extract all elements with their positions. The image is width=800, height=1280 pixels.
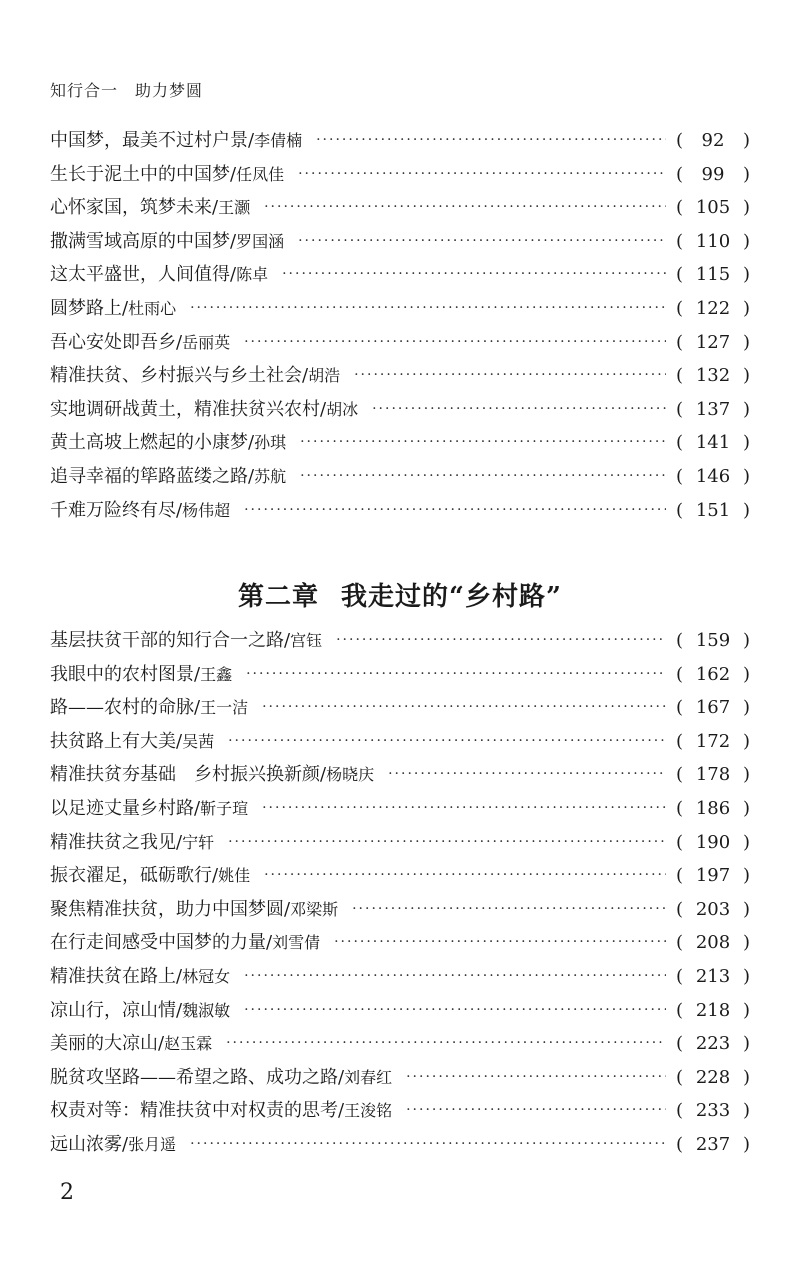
paren-open: ( — [676, 1100, 684, 1122]
entry-page — [676, 1128, 750, 1162]
page-ref: 127 — [695, 331, 731, 353]
paren-open: ( — [676, 197, 684, 219]
paren-close: ) — [742, 797, 750, 819]
toc-entry — [50, 658, 750, 692]
entry-title: 扶贫路上有大美/ — [50, 730, 183, 752]
paren-close: ) — [742, 663, 750, 685]
entry-title: 我眼中的农村图景/ — [50, 663, 201, 685]
paren-open: ( — [676, 730, 684, 752]
entry-page — [676, 994, 750, 1028]
page-ref: 92 — [701, 130, 725, 151]
toc-entry — [50, 326, 750, 360]
paren-close: ) — [742, 764, 750, 786]
entry-title: 中国梦，最美不过村户景/ — [50, 130, 255, 151]
entry-author: 李倩楠 — [254, 131, 303, 150]
entry-page — [676, 792, 750, 826]
paren-close: ) — [742, 697, 750, 719]
toc-entry — [50, 191, 750, 225]
dot-leader — [406, 1061, 666, 1095]
entry-author: 陈卓 — [236, 265, 269, 285]
page-ref: 99 — [701, 163, 725, 185]
page-ref: 203 — [695, 898, 731, 920]
entry-page — [676, 893, 750, 927]
entry-author: 杜雨心 — [128, 298, 177, 318]
chapter-label: 第二章 — [238, 582, 320, 612]
entry-page — [676, 960, 750, 994]
toc-entry — [50, 158, 750, 192]
entry-page — [676, 494, 750, 528]
paren-open: ( — [676, 965, 684, 987]
entry-author: 孙琪 — [254, 433, 287, 453]
toc-entry — [50, 725, 750, 759]
dot-leader — [262, 792, 666, 826]
entry-page — [676, 124, 750, 158]
paren-open: ( — [676, 365, 684, 387]
entry-title: 精准扶贫在路上/ — [50, 965, 183, 987]
toc-entry — [50, 124, 750, 158]
entry-page — [676, 725, 750, 759]
paren-open: ( — [676, 764, 684, 786]
entry-page — [676, 1094, 750, 1128]
paren-close: ) — [742, 630, 750, 651]
entry-title: 追寻幸福的筚路蓝缕之路/ — [50, 465, 255, 487]
toc-entry — [50, 1094, 750, 1128]
entry-author: 王灏 — [218, 198, 251, 218]
entry-author: 刘春红 — [344, 1067, 393, 1087]
dot-leader — [262, 691, 666, 725]
dot-leader — [244, 326, 666, 360]
page-ref: 178 — [695, 764, 731, 786]
paren-open: ( — [676, 630, 684, 651]
page-ref: 146 — [695, 465, 731, 487]
toc-entry — [50, 225, 750, 259]
page-ref: 228 — [695, 1066, 731, 1088]
entry-author: 宫钰 — [290, 631, 323, 650]
page-ref: 233 — [695, 1100, 731, 1122]
entry-title: 吾心安处即吾乡/ — [50, 331, 183, 353]
chapter-heading — [0, 576, 800, 613]
toc-entry — [50, 1061, 750, 1095]
entry-author: 刘雪倩 — [272, 933, 321, 953]
paren-close: ) — [742, 331, 750, 353]
paren-open: ( — [676, 999, 684, 1021]
dot-leader — [244, 494, 666, 528]
dot-leader — [226, 1027, 666, 1061]
entry-title: 聚焦精准扶贫，助力中国梦圆/ — [50, 898, 291, 920]
paren-open: ( — [676, 865, 684, 887]
entry-author: 王浚铭 — [344, 1101, 393, 1121]
entry-title: 在行走间感受中国梦的力量/ — [50, 932, 273, 954]
entry-title: 生长于泥土中的中国梦/ — [50, 163, 237, 185]
paren-open: ( — [676, 797, 684, 819]
entry-title: 千难万险终有尽/ — [50, 499, 183, 521]
page-ref: 122 — [695, 297, 731, 319]
entry-author: 杨晓庆 — [326, 765, 375, 785]
entry-page — [676, 658, 750, 692]
entry-author: 宁轩 — [182, 832, 215, 852]
paren-close: ) — [742, 898, 750, 920]
entry-title: 振衣濯足，砥砺歌行/ — [50, 865, 219, 887]
toc-section-2 — [50, 624, 750, 1162]
dot-leader — [190, 1128, 666, 1162]
toc-entry — [50, 494, 750, 528]
entry-page — [676, 326, 750, 360]
page-ref: 190 — [695, 831, 731, 853]
toc-entry — [50, 393, 750, 427]
paren-open: ( — [676, 264, 684, 286]
entry-page — [676, 292, 750, 326]
entry-author: 任凤佳 — [236, 164, 285, 184]
entry-author: 王鑫 — [200, 664, 233, 684]
page-ref: 172 — [695, 730, 731, 752]
paren-close: ) — [742, 1033, 750, 1055]
paren-close: ) — [742, 1100, 750, 1122]
entry-author: 靳子瑄 — [200, 798, 249, 818]
page-ref: 105 — [695, 197, 731, 219]
entry-page — [676, 393, 750, 427]
entry-title: 精准扶贫、乡村振兴与乡土社会/ — [50, 365, 309, 387]
entry-author: 苏航 — [254, 466, 287, 486]
paren-open: ( — [676, 1133, 684, 1155]
entry-author: 岳丽英 — [182, 332, 231, 352]
page-ref: 159 — [695, 630, 731, 651]
entry-author: 胡浩 — [308, 366, 341, 386]
entry-page — [676, 1061, 750, 1095]
entry-page — [676, 158, 750, 192]
paren-close: ) — [742, 163, 750, 185]
entry-author: 赵玉霖 — [164, 1034, 213, 1054]
page-ref: 223 — [695, 1033, 731, 1055]
paren-open: ( — [676, 1066, 684, 1088]
dot-leader — [316, 124, 666, 158]
entry-page — [676, 460, 750, 494]
entry-title: 脱贫攻坚路——希望之路、成功之路/ — [50, 1066, 345, 1088]
toc-entry — [50, 460, 750, 494]
entry-title: 基层扶贫干部的知行合一之路/ — [50, 630, 291, 651]
paren-open: ( — [676, 898, 684, 920]
entry-page — [676, 859, 750, 893]
dot-leader — [246, 658, 666, 692]
dot-leader — [354, 359, 666, 393]
page-ref: 162 — [695, 663, 731, 685]
paren-close: ) — [742, 932, 750, 954]
paren-close: ) — [742, 432, 750, 454]
page-ref: 132 — [695, 365, 731, 387]
entry-author: 邓梁斯 — [290, 899, 339, 919]
toc-entry — [50, 994, 750, 1028]
page-ref: 137 — [695, 398, 731, 420]
paren-open: ( — [676, 697, 684, 719]
page-ref: 237 — [695, 1133, 731, 1155]
entry-page — [676, 624, 750, 658]
dot-leader — [352, 893, 666, 927]
paren-close: ) — [742, 999, 750, 1021]
entry-author: 林冠女 — [182, 966, 231, 986]
page-ref: 213 — [695, 965, 731, 987]
dot-leader — [228, 725, 666, 759]
paren-open: ( — [676, 398, 684, 420]
entry-page — [676, 258, 750, 292]
page-ref: 110 — [695, 230, 731, 252]
page-ref: 151 — [695, 499, 731, 521]
entry-title: 美丽的大凉山/ — [50, 1033, 165, 1055]
paren-open: ( — [676, 499, 684, 521]
dot-leader — [298, 158, 666, 192]
paren-close: ) — [742, 831, 750, 853]
paren-open: ( — [676, 297, 684, 319]
page-ref: 197 — [695, 865, 731, 887]
paren-close: ) — [742, 1066, 750, 1088]
paren-open: ( — [676, 1033, 684, 1055]
dot-leader — [300, 426, 666, 460]
dot-leader — [264, 859, 666, 893]
paren-close: ) — [742, 499, 750, 521]
paren-close: ) — [742, 365, 750, 387]
toc-entry — [50, 859, 750, 893]
toc-section-1 — [50, 124, 750, 527]
entry-author: 姚佳 — [218, 866, 251, 886]
page-ref: 141 — [695, 432, 731, 454]
toc-entry — [50, 691, 750, 725]
toc-entry — [50, 1128, 750, 1162]
entry-author: 王一洁 — [200, 698, 249, 718]
entry-page — [676, 225, 750, 259]
dot-leader — [298, 225, 666, 259]
paren-close: ) — [742, 965, 750, 987]
toc-entry — [50, 359, 750, 393]
entry-title: 圆梦路上/ — [50, 297, 129, 319]
toc-entry — [50, 960, 750, 994]
entry-author: 张月遥 — [128, 1134, 177, 1154]
paren-close: ) — [742, 197, 750, 219]
entry-author: 罗国涵 — [236, 231, 285, 251]
entry-title: 精准扶贫夯基础 乡村振兴换新颜/ — [50, 764, 327, 786]
toc-entry — [50, 1027, 750, 1061]
entry-title: 远山浓雾/ — [50, 1133, 129, 1155]
entry-page — [676, 926, 750, 960]
entry-title: 实地调研战黄土，精准扶贫兴农村/ — [50, 398, 327, 420]
entry-title: 精准扶贫之我见/ — [50, 831, 183, 853]
toc-entry — [50, 258, 750, 292]
dot-leader — [244, 994, 666, 1028]
dot-leader — [334, 926, 666, 960]
paren-close: ) — [742, 865, 750, 887]
dot-leader — [372, 393, 666, 427]
toc-entry — [50, 926, 750, 960]
entry-title: 路——农村的命脉/ — [50, 697, 201, 719]
chapter-title: 我走过的“乡村路” — [341, 582, 562, 612]
paren-close: ) — [742, 730, 750, 752]
paren-open: ( — [676, 663, 684, 685]
paren-close: ) — [742, 230, 750, 252]
paren-open: ( — [676, 130, 684, 151]
toc-entry — [50, 292, 750, 326]
paren-open: ( — [676, 932, 684, 954]
page-ref: 208 — [695, 932, 731, 954]
paren-open: ( — [676, 432, 684, 454]
running-head: 知行合一 助力梦圆 — [50, 81, 204, 100]
entry-title: 这太平盛世，人间值得/ — [50, 264, 237, 286]
paren-close: ) — [742, 297, 750, 319]
entry-title: 黄土高坡上燃起的小康梦/ — [50, 432, 255, 454]
toc-entry — [50, 624, 750, 658]
paren-open: ( — [676, 230, 684, 252]
toc-entry — [50, 893, 750, 927]
page-ref: 115 — [695, 264, 731, 286]
entry-page — [676, 826, 750, 860]
entry-title: 以足迹丈量乡村路/ — [50, 797, 201, 819]
entry-page — [676, 1027, 750, 1061]
paren-close: ) — [742, 398, 750, 420]
page-ref: 167 — [695, 697, 731, 719]
entry-page — [676, 359, 750, 393]
toc-entry — [50, 426, 750, 460]
paren-open: ( — [676, 465, 684, 487]
dot-leader — [336, 624, 666, 658]
entry-title: 权责对等：精准扶贫中对权责的思考/ — [50, 1100, 345, 1122]
paren-close: ) — [742, 130, 750, 151]
paren-close: ) — [742, 465, 750, 487]
entry-author: 魏淑敏 — [182, 1000, 231, 1020]
dot-leader — [264, 191, 666, 225]
toc-entry — [50, 826, 750, 860]
entry-page — [676, 691, 750, 725]
dot-leader — [244, 960, 666, 994]
paren-close: ) — [742, 264, 750, 286]
entry-page — [676, 191, 750, 225]
page-ref: 186 — [695, 797, 731, 819]
paren-open: ( — [676, 163, 684, 185]
paren-close: ) — [742, 1133, 750, 1155]
dot-leader — [300, 460, 666, 494]
toc-entry — [50, 758, 750, 792]
dot-leader — [406, 1094, 666, 1128]
entry-title: 凉山行，凉山情/ — [50, 999, 183, 1021]
entry-page — [676, 426, 750, 460]
entry-author: 胡冰 — [326, 399, 359, 419]
paren-open: ( — [676, 831, 684, 853]
entry-author: 吴茜 — [182, 731, 215, 751]
entry-author: 杨伟超 — [182, 500, 231, 520]
entry-title: 撒满雪域高原的中国梦/ — [50, 230, 237, 252]
dot-leader — [228, 826, 666, 860]
page-number: 2 — [60, 1180, 74, 1205]
entry-page — [676, 758, 750, 792]
dot-leader — [190, 292, 666, 326]
page-ref: 218 — [695, 999, 731, 1021]
paren-open: ( — [676, 331, 684, 353]
toc-entry — [50, 792, 750, 826]
entry-title: 心怀家国，筑梦未来/ — [50, 197, 219, 219]
dot-leader — [282, 258, 666, 292]
dot-leader — [388, 758, 666, 792]
